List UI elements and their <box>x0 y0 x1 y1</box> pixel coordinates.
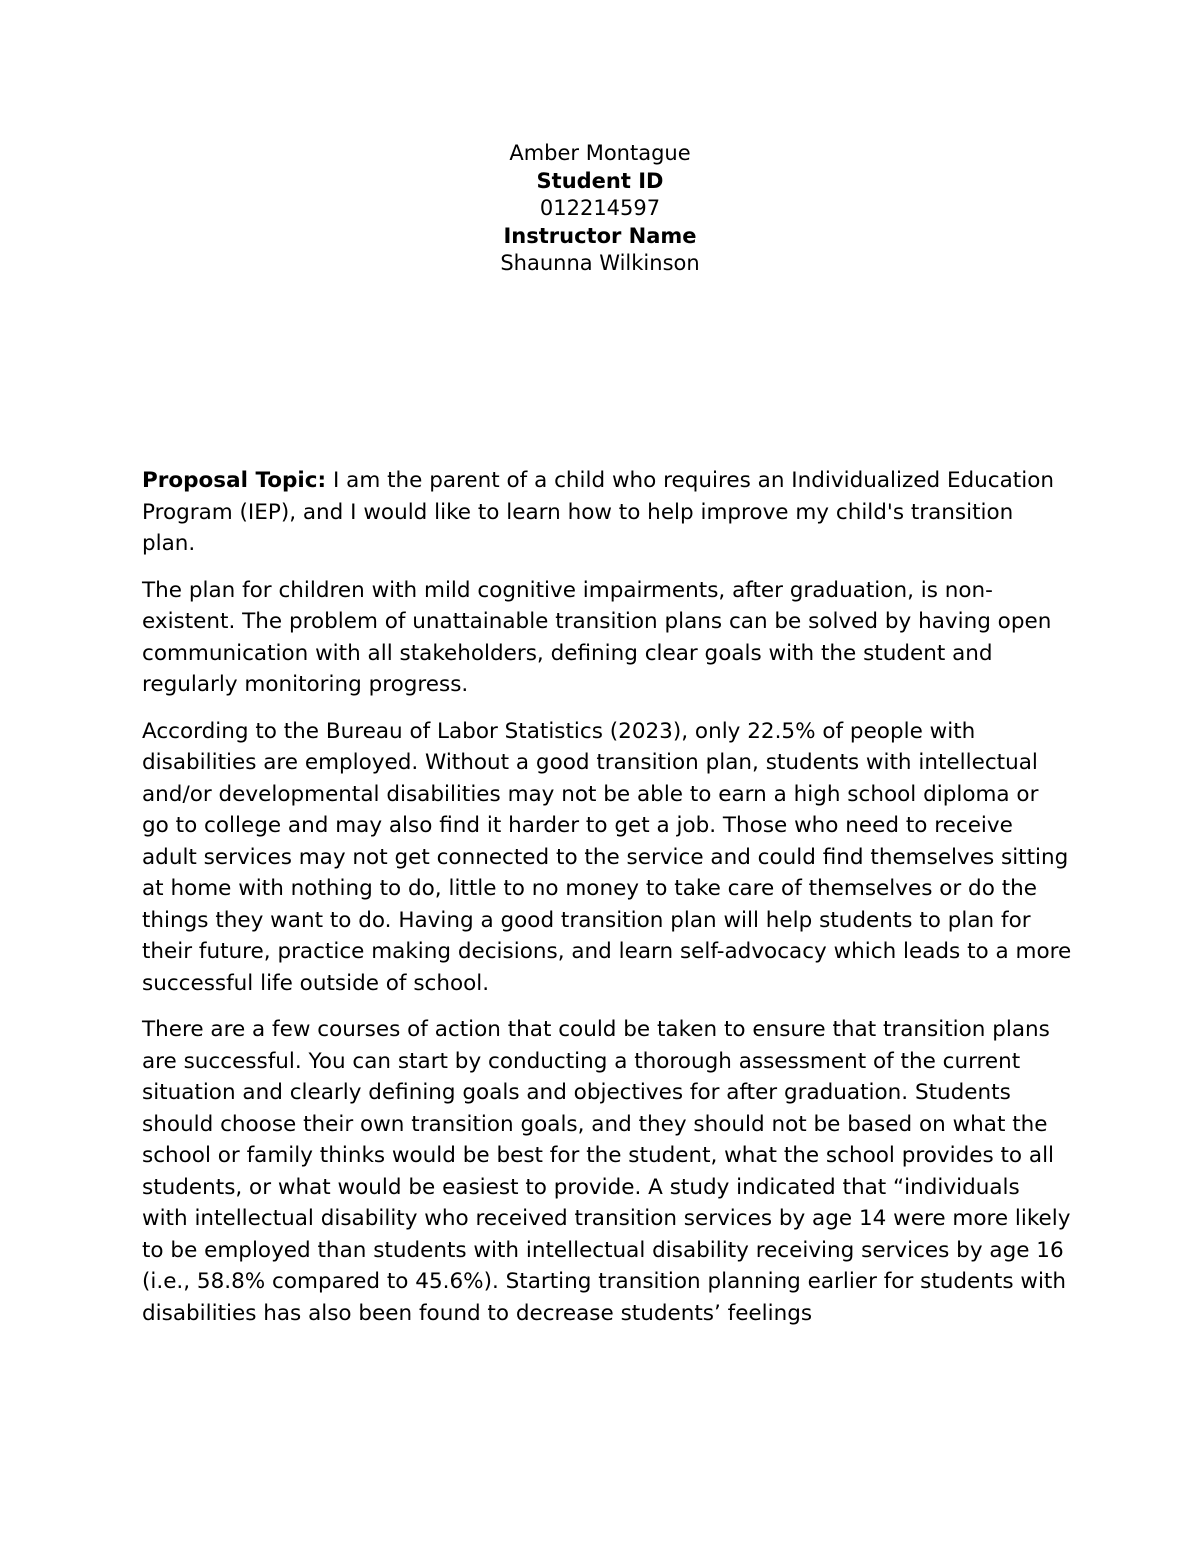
student-id-value: 012214597 <box>539 196 661 220</box>
title-block <box>0 140 1200 278</box>
proposal-label: Proposal Topic: <box>142 468 327 493</box>
body-paragraph: The plan for children with mild cognitive impairments, after graduation, is non-existent. The problem of unattainable transition plans can be solved by having open communication with all stakeholders, defining clear goals with the student and regularly monitoring progress. <box>142 577 1052 697</box>
student-id-label: Student ID <box>536 168 664 193</box>
instructor-value: Shaunna Wilkinson <box>500 251 700 275</box>
author-name: Amber Montague <box>509 141 691 165</box>
proposal-text: I am the parent of a child who requires an Individualized Education Program (IEP), and I would like to learn how to help improve my child's transition plan. <box>142 468 1054 556</box>
instructor-label: Instructor Name <box>503 223 697 248</box>
document-body <box>142 465 1072 1344</box>
proposal-paragraph <box>142 465 1072 560</box>
body-paragraph: There are a few courses of action that could be taken to ensure that transition plans are successful. You can start by conducting a thorough assessment of the current situation and clearly defining goals and objectives for after graduation. Students should choose their own transition goals, and they should not be based on what the school or family thinks would be best for the student, what the school provides to all students, or what would be easiest to provide. A study indicated that “individuals with intellectual disability who received transition services by age 14 were more likely to be employed than students with intellectual disability receiving services by age 16 (i.e., 58.8% compared to 45.6%). Starting transition planning earlier for students with disabilities has also been found to decrease students’ feelings <box>142 1017 1071 1326</box>
body-paragraph: According to the Bureau of Labor Statistics (2023), only 22.5% of people with disabilities are employed. Without a good transition plan, students with intellectual and/or developmental disabilities may not be able to earn a high school diploma or go to college and may also find it harder to get a job. Those who need to receive adult services may not get connected to the service and could find themselves sitting at home with nothing to do, little to no money to take care of themselves or do the things they want to do. Having a good transition plan will help students to plan for their future, practice making decisions, and learn self-advocacy which leads to a more successful life outside of school. <box>142 718 1072 996</box>
